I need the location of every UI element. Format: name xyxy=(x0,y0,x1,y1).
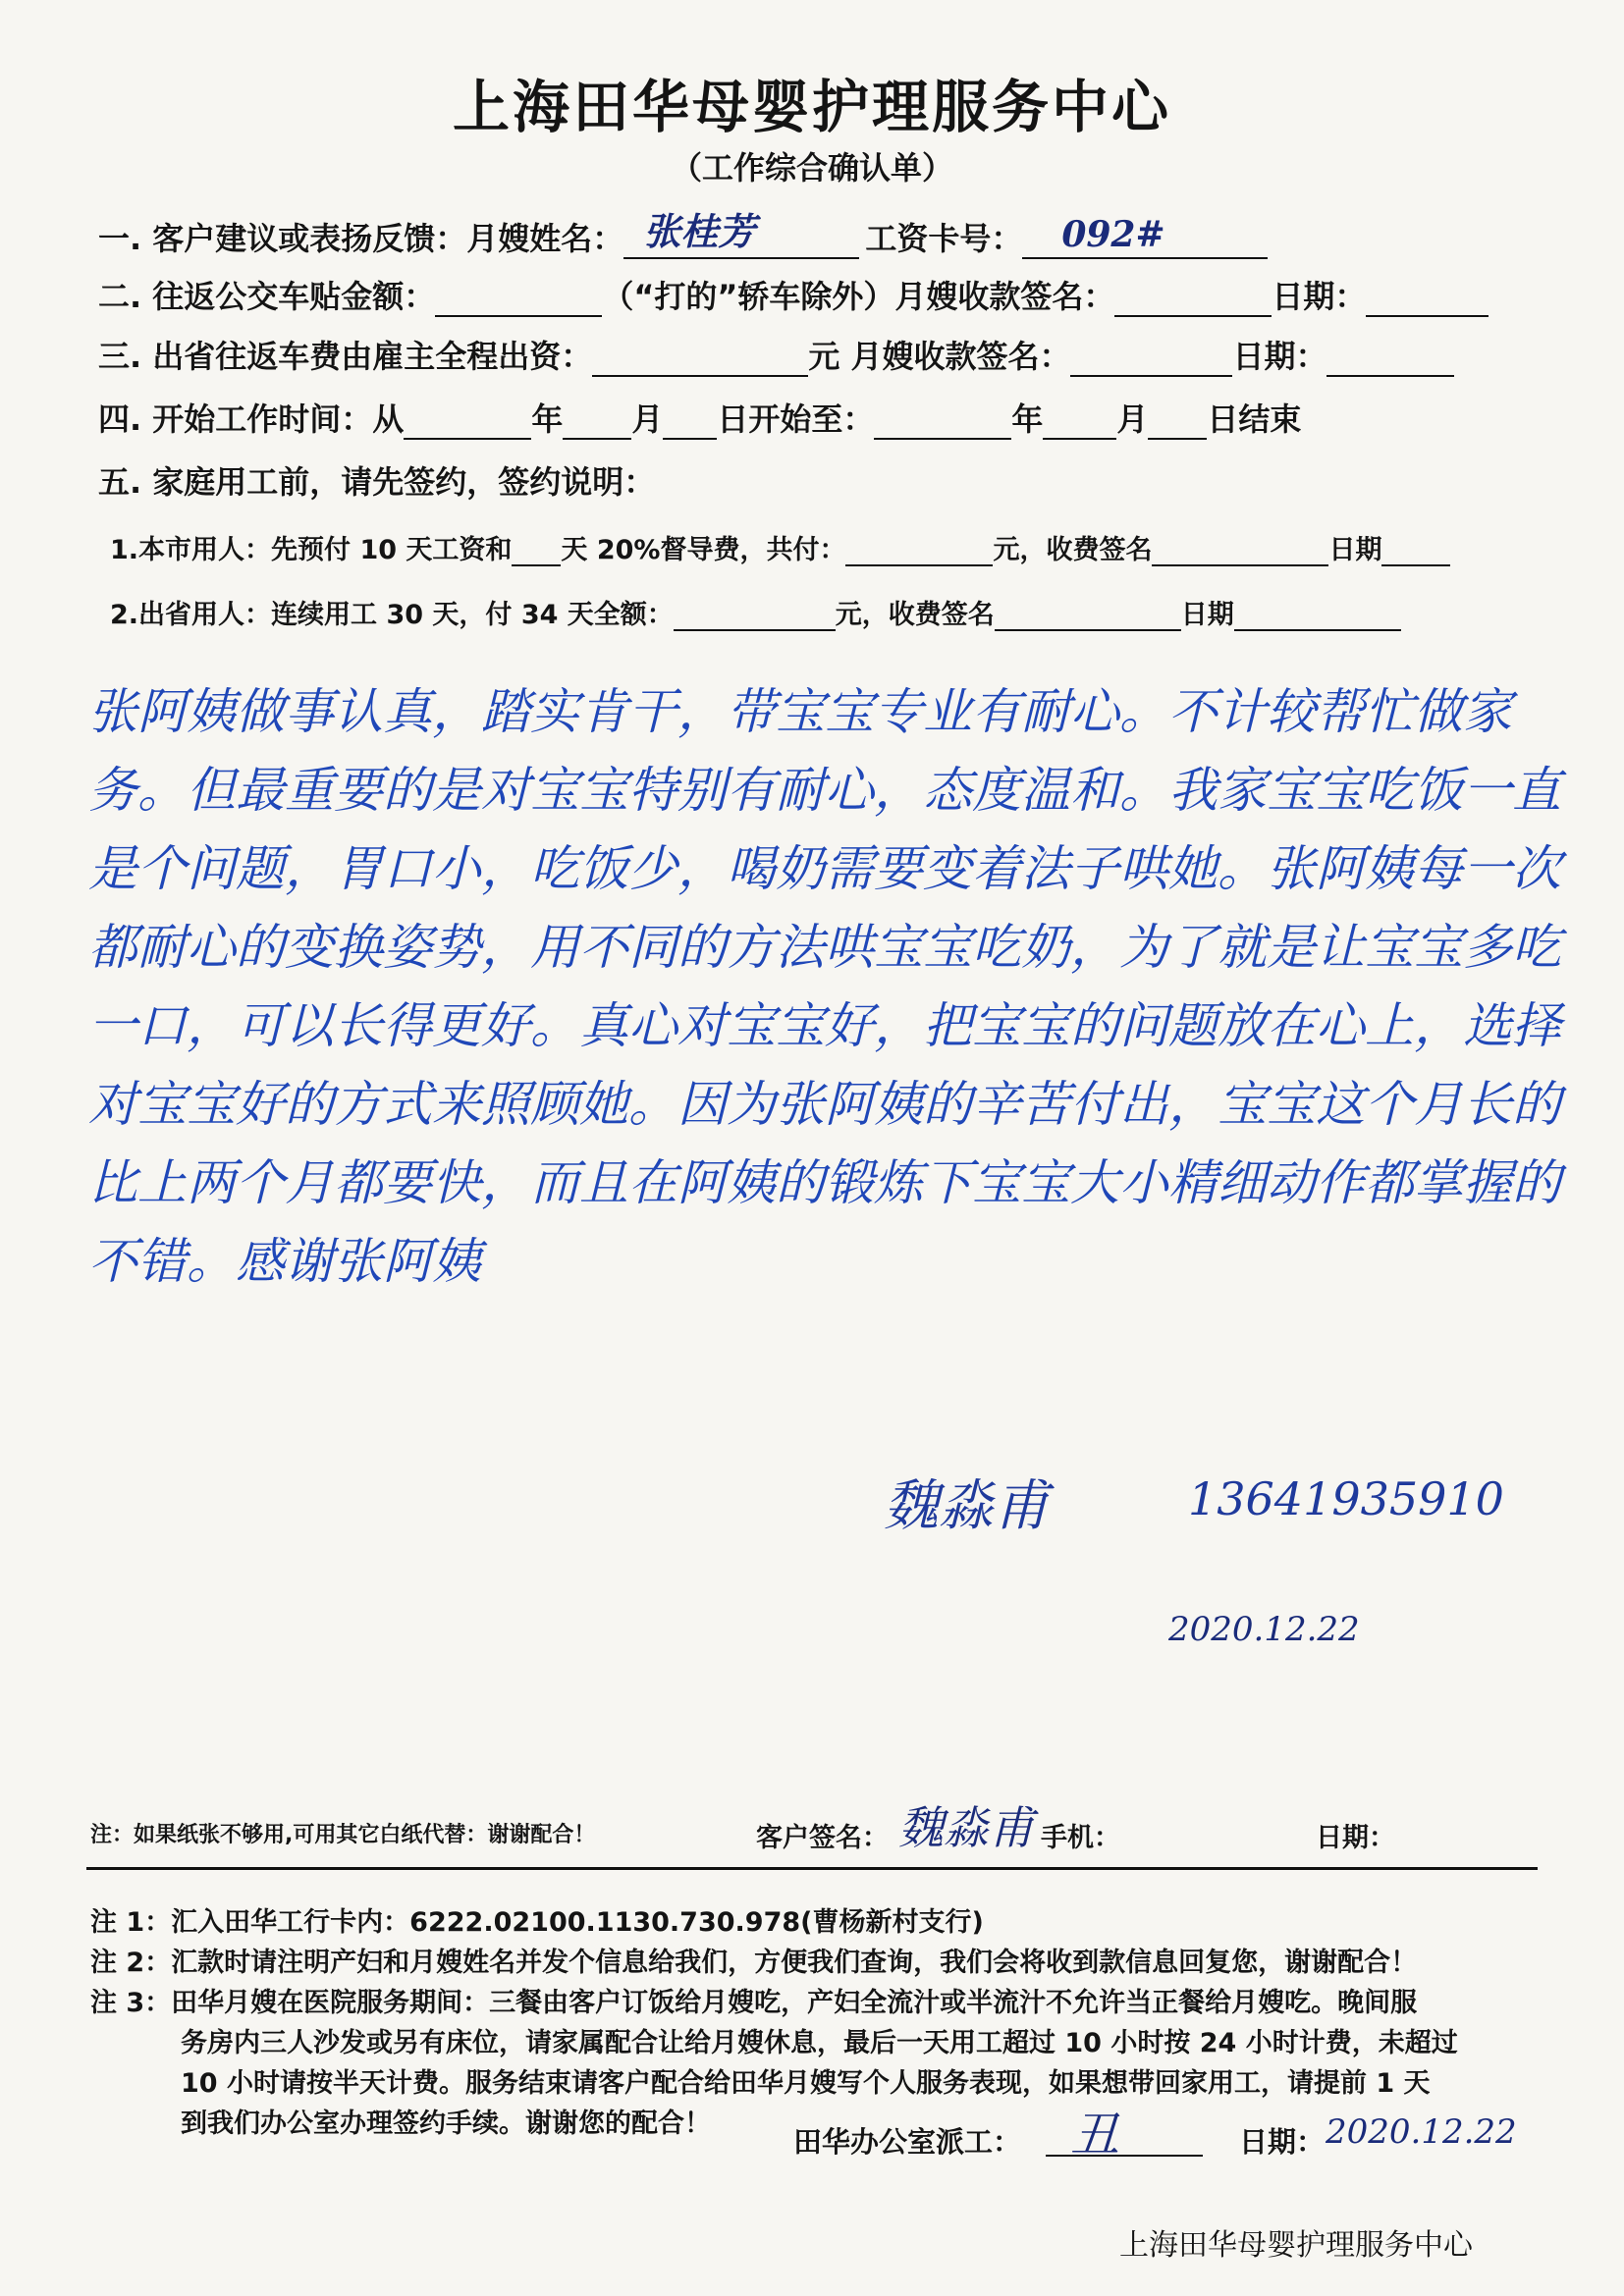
phone-label: 手机： xyxy=(1041,1823,1120,1853)
row-client-feedback xyxy=(98,209,1268,259)
fare-sign-field xyxy=(1070,342,1232,377)
fare-date-label: 日期： xyxy=(1232,338,1327,375)
rule2-text-a: 2.出省用人：连续用工 30 天，付 34 天全额： xyxy=(110,600,674,630)
fare-date-field xyxy=(1326,342,1454,377)
client-signature-handwritten: 魏淼甫 xyxy=(884,1474,1049,1538)
month2-label: 月 xyxy=(1116,400,1149,438)
rule1-days-field xyxy=(512,537,561,566)
notes-block xyxy=(90,1902,1563,2144)
contract-note-label: 五. 家庭用工前，请先签约，签约说明： xyxy=(98,463,656,501)
rule-local-hire xyxy=(110,528,1450,566)
rule2-sign-field xyxy=(995,602,1181,631)
rule1-text-c: 元，收费签名 xyxy=(993,535,1153,565)
note-2: 注 2：汇款时请注明产妇和月嫂姓名并发个信息给我们，方便我们查询，我们会将收到款信息回复您，谢谢配合！ xyxy=(90,1948,1418,1978)
year-label: 年 xyxy=(531,400,564,438)
rule1-total-field xyxy=(845,537,993,566)
bus-allowance-note: （“打的”轿车除外）月嫂收款签名： xyxy=(602,278,1115,315)
bus-sign-field xyxy=(1114,282,1272,317)
paper-note: 注：如果纸张不够用,可用其它白纸代替：谢谢配合！ xyxy=(90,1823,596,1847)
bus-date-label: 日期： xyxy=(1272,278,1367,315)
rule2-text-c: 日期 xyxy=(1180,600,1234,630)
row-bus-allowance xyxy=(98,272,1489,317)
nanny-name-handwritten: 张桂芳 xyxy=(643,209,756,253)
note-3-line-2: 务房内三人沙发或另有床位，请家属配合让给月嫂休息，最后一天用工超过 10 小时按 24 小时计费，未超过 xyxy=(181,2028,1458,2058)
rule1-date-field xyxy=(1381,537,1450,566)
month-label: 月 xyxy=(631,400,664,438)
nanny-name-label: 一. 客户建议或表扬反馈：月嫂姓名： xyxy=(98,220,624,257)
card-no-field xyxy=(1022,214,1268,259)
nanny-name-field xyxy=(623,209,859,259)
card-no-handwritten: 092# xyxy=(1061,214,1165,255)
rule-out-of-province xyxy=(110,593,1401,631)
dispatch-sign-field xyxy=(1046,2115,1203,2157)
year2-label: 年 xyxy=(1011,400,1044,438)
start-month-field xyxy=(563,404,631,440)
row-work-period xyxy=(98,395,1301,440)
end-year-field xyxy=(874,404,1011,440)
bus-allowance-field xyxy=(435,282,602,317)
footer-divider xyxy=(86,1867,1538,1870)
note-1: 注 1：汇入田华工行卡内：6222.02100.1130.730.978(曹杨新村支行) xyxy=(90,1907,984,1938)
rule2-date-field xyxy=(1234,602,1401,631)
dispatch-date-handwritten: 2020.12.22 xyxy=(1326,2112,1517,2152)
card-no-label: 工资卡号： xyxy=(865,220,1023,257)
handwritten-feedback: 张阿姨做事认真，踏实肯干，带宝宝专业有耐心。不计较帮忙做家务。但最重要的是对宝宝特别有耐心，态度温和。我家宝宝吃饭一直是个问题，胃口小，吃饭少，喝奶需要变着法子哄她。张阿姨每一次都耐心的变换姿势，用不同的方法哄宝宝吃奶，为了就是让宝宝多吃一口，可以长得更好。真心对宝宝好，把宝宝的问题放在心上，选择对宝宝好的方式来照顾她。因为张阿姨的辛苦付出，宝宝这个月长的比上两个月都要快，而且在阿姨的锻炼下宝宝大小精细动作都掌握的不错。感谢张阿姨 xyxy=(88,683,1561,1290)
note-3-line-4: 到我们办公室办理签约手续。谢谢您的配合！ xyxy=(181,2109,711,2139)
dispatch-date-label: 日期： xyxy=(1239,2125,1326,2159)
end-month-field xyxy=(1043,404,1116,440)
start-day-field xyxy=(663,404,717,440)
note-3-line-1: 注 3：田华月嫂在医院服务期间：三餐由客户订饭给月嫂吃，产妇全流汁或半流汁不允许当正餐给月嫂吃。晚间服 xyxy=(90,1988,1418,2018)
client-sign-handwritten: 魏淼甫 xyxy=(898,1801,1034,1854)
end-day-field xyxy=(1148,404,1207,440)
rule2-text-b: 元，收费签名 xyxy=(835,600,995,630)
form-subtitle: （工作综合确认单） xyxy=(670,149,953,187)
footer-date-label: 日期： xyxy=(1316,1823,1395,1853)
start-year-field xyxy=(404,404,531,440)
dispatch-label: 田华办公室派工： xyxy=(793,2125,1022,2159)
end-day-label: 日结束 xyxy=(1207,400,1302,438)
bus-allowance-label: 二. 往返公交车贴金额： xyxy=(98,278,436,315)
start-day-label: 日开始至： xyxy=(717,400,875,438)
fare-sign-label: 元 月嫂收款签名： xyxy=(808,338,1071,375)
fare-label: 三. 出省往返车费由雇主全程出资： xyxy=(98,338,593,375)
fare-amount-field xyxy=(592,342,808,377)
note-3-line-3: 10 小时请按半天计费。服务结束请客户配合给田华月嫂写个人服务表现，如果想带回家用工，请提前 1 天 xyxy=(181,2068,1431,2099)
bus-date-field xyxy=(1366,282,1489,317)
rule1-text-a: 1.本市用人：先预付 10 天工资和 xyxy=(110,535,513,565)
form-title: 上海田华母婴护理服务中心 xyxy=(452,74,1171,140)
start-label: 四. 开始工作时间：从 xyxy=(98,400,405,438)
rule1-sign-field xyxy=(1152,537,1328,566)
client-sign-label: 客户签名： xyxy=(756,1823,889,1853)
rule2-amount-field xyxy=(674,602,836,631)
rule1-text-d: 日期 xyxy=(1328,535,1382,565)
dispatch-signer-handwritten: 丑 xyxy=(1070,2107,1119,2163)
client-date-handwritten: 2020.12.22 xyxy=(1168,1610,1360,1649)
rule1-text-b: 天 20%督导费，共付： xyxy=(561,535,846,565)
row-contract-note xyxy=(98,457,655,503)
row-outbound-fare xyxy=(98,332,1454,377)
client-phone-handwritten: 13641935910 xyxy=(1188,1472,1504,1525)
org-footer: 上海田华母婴护理服务中心 xyxy=(1119,2228,1473,2263)
